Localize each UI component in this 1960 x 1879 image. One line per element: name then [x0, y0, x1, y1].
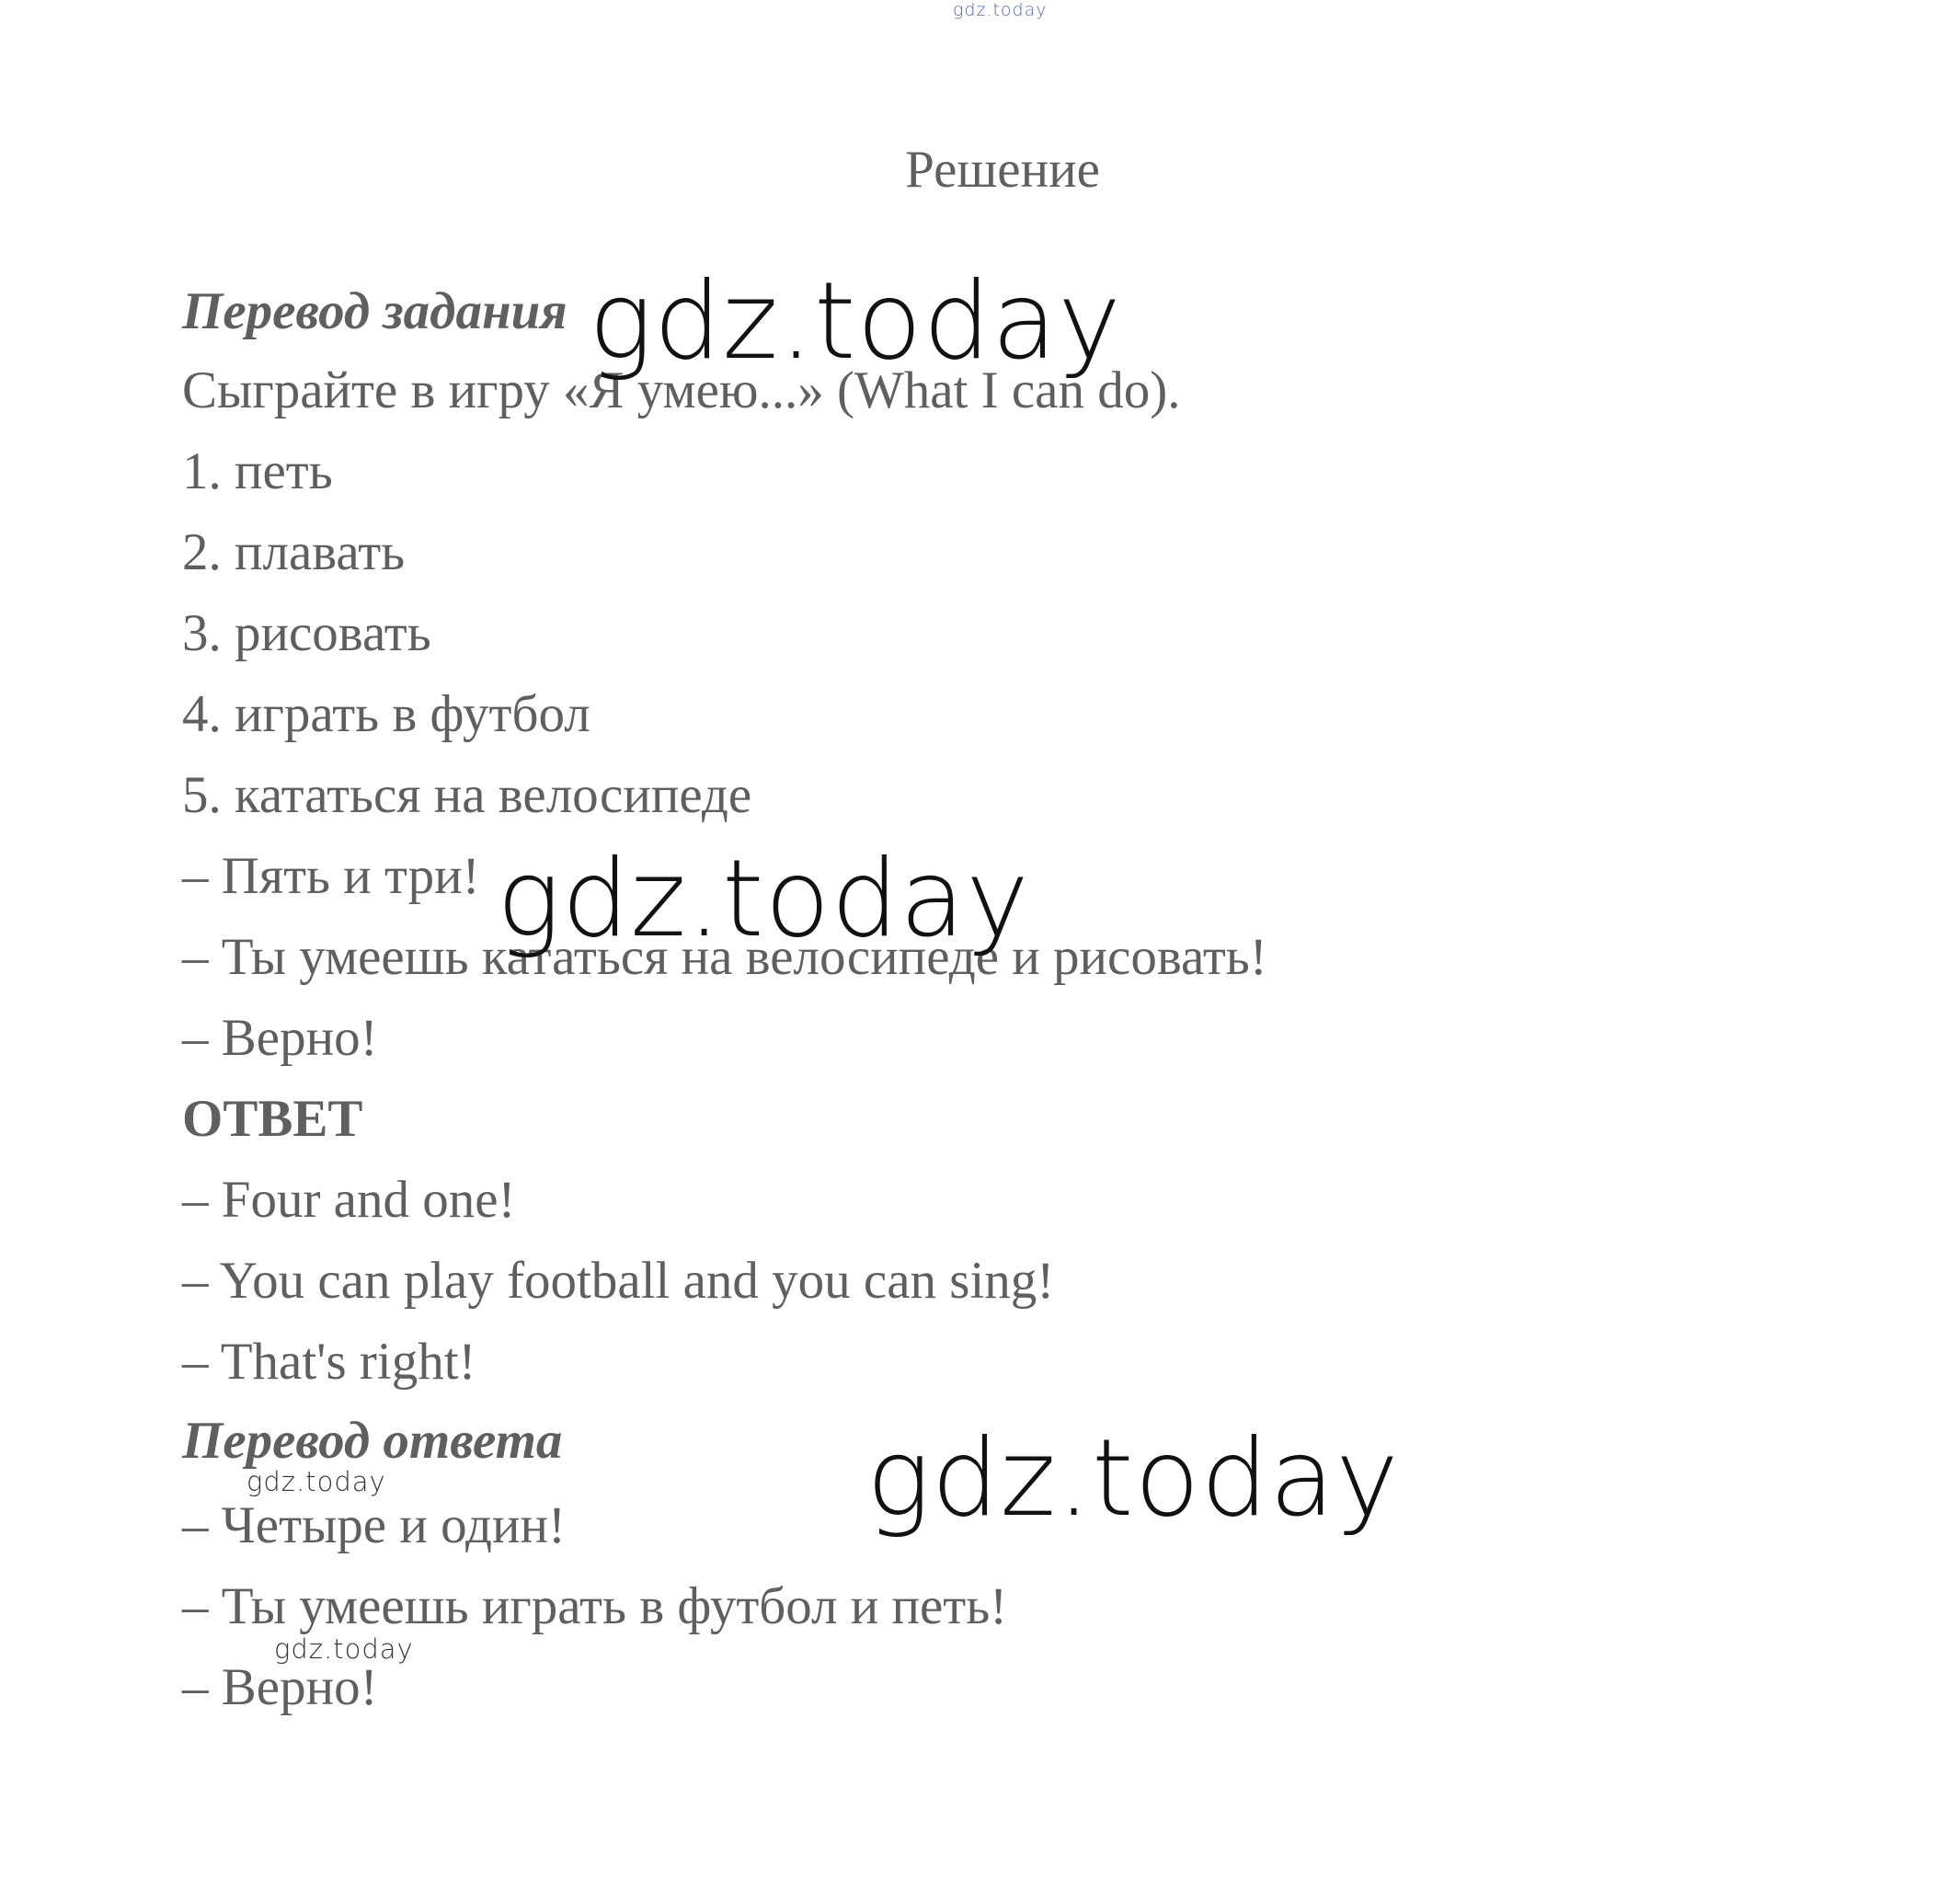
task-dialog-line-3: – Верно! [182, 1009, 378, 1067]
answer-line-1: – Four and one! [182, 1171, 516, 1229]
watermark-large-2: gdz.today [497, 837, 1030, 961]
task-heading: Перевод задания [182, 282, 567, 340]
watermark-small-2: gdz.today [274, 1633, 414, 1665]
answer-translation-line-1: – Четыре и один! [182, 1496, 566, 1554]
task-item-5: 5. кататься на велосипеде [182, 766, 752, 824]
task-item-4: 4. играть в футбол [182, 685, 590, 743]
task-dialog-line-2: – Ты умеешь кататься на велосипеде и рисовать! [182, 928, 1267, 986]
answer-translation-heading: Перевод ответа [182, 1412, 563, 1470]
task-item-1: 1. петь [182, 442, 333, 500]
page-title: Решение [905, 141, 1100, 199]
watermark-top: gdz.today [953, 0, 1048, 20]
task-dialog-line-1: – Пять и три! [182, 847, 480, 905]
watermark-small-1: gdz.today [246, 1466, 386, 1497]
answer-translation-line-2: – Ты умеешь играть в футбол и петь! [182, 1577, 1008, 1635]
answer-line-3: – That's right! [182, 1333, 476, 1391]
task-item-3: 3. рисовать [182, 604, 431, 662]
answer-heading: ОТВЕТ [182, 1090, 363, 1148]
answer-line-2: – You can play football and you can sing! [182, 1252, 1055, 1310]
watermark-large-3: gdz.today [866, 1416, 1400, 1541]
watermark-large-1: gdz.today [589, 259, 1122, 384]
task-item-2: 2. плавать [182, 523, 406, 581]
answer-translation-line-3: – Верно! [182, 1658, 378, 1716]
task-instruction: Сыграйте в игру «Я умею...» (What I can do). [182, 361, 1181, 419]
